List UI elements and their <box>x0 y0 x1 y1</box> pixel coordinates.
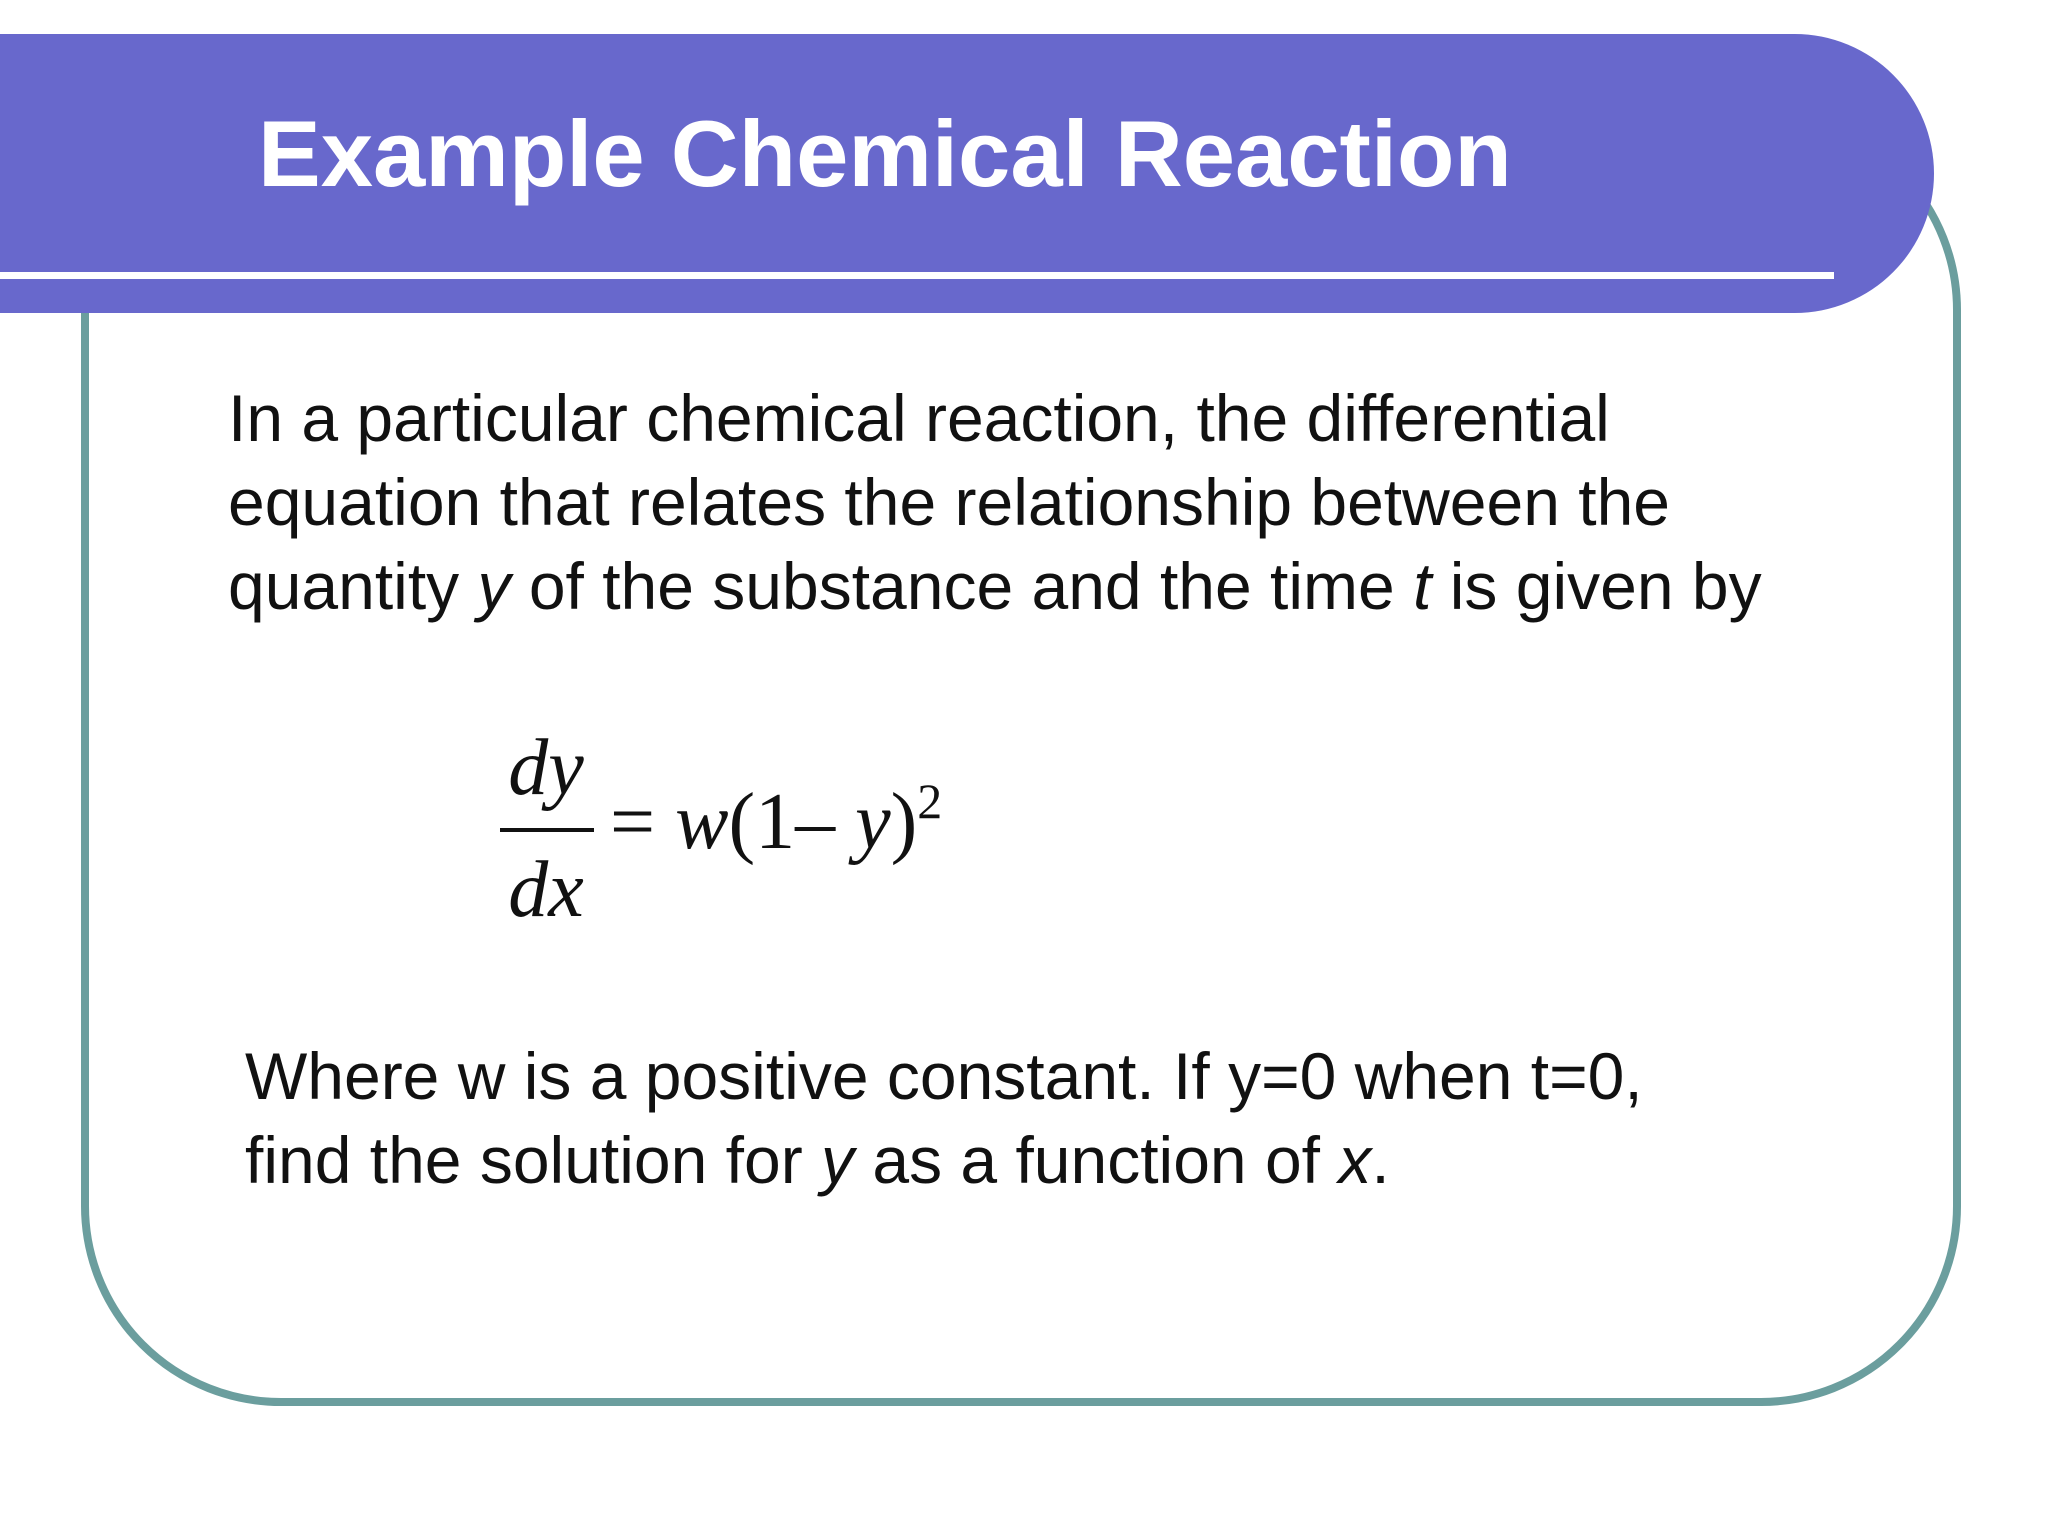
variable-x: x <box>1338 1123 1372 1197</box>
fraction-bar <box>500 828 594 832</box>
problem-statement <box>228 376 1768 628</box>
problem-question <box>245 1034 1725 1202</box>
variable-y: y <box>477 549 511 623</box>
question-text-3: . <box>1371 1123 1390 1197</box>
close-paren: ) <box>890 778 918 866</box>
problem-text-3: is given by <box>1431 549 1762 623</box>
variable-t: t <box>1413 549 1432 623</box>
question-text-1: Where w is a positive constant. If y=0 when t=0, find the solution for <box>245 1039 1643 1197</box>
fraction-numerator: dy <box>508 724 584 812</box>
equals-sign: = <box>610 778 656 866</box>
fraction-denominator: dx <box>508 846 584 934</box>
variable-y-2: y <box>821 1123 855 1197</box>
constant-w: w <box>675 778 729 866</box>
variable-y-eq: y <box>855 778 891 866</box>
exponent: 2 <box>917 773 943 829</box>
problem-text-2: of the substance and the time <box>510 549 1414 623</box>
title-underline <box>0 272 1834 279</box>
equation-rhs <box>610 773 943 866</box>
slide-title: Example Chemical Reaction <box>258 101 1512 206</box>
open-paren-one: (1 <box>728 778 796 866</box>
question-text-2: as a function of <box>854 1123 1339 1197</box>
problem-text-1: In a particular chemical reaction, the differential equation that relates the relationship between the quantity <box>228 381 1671 623</box>
minus-sign: – <box>795 778 836 866</box>
